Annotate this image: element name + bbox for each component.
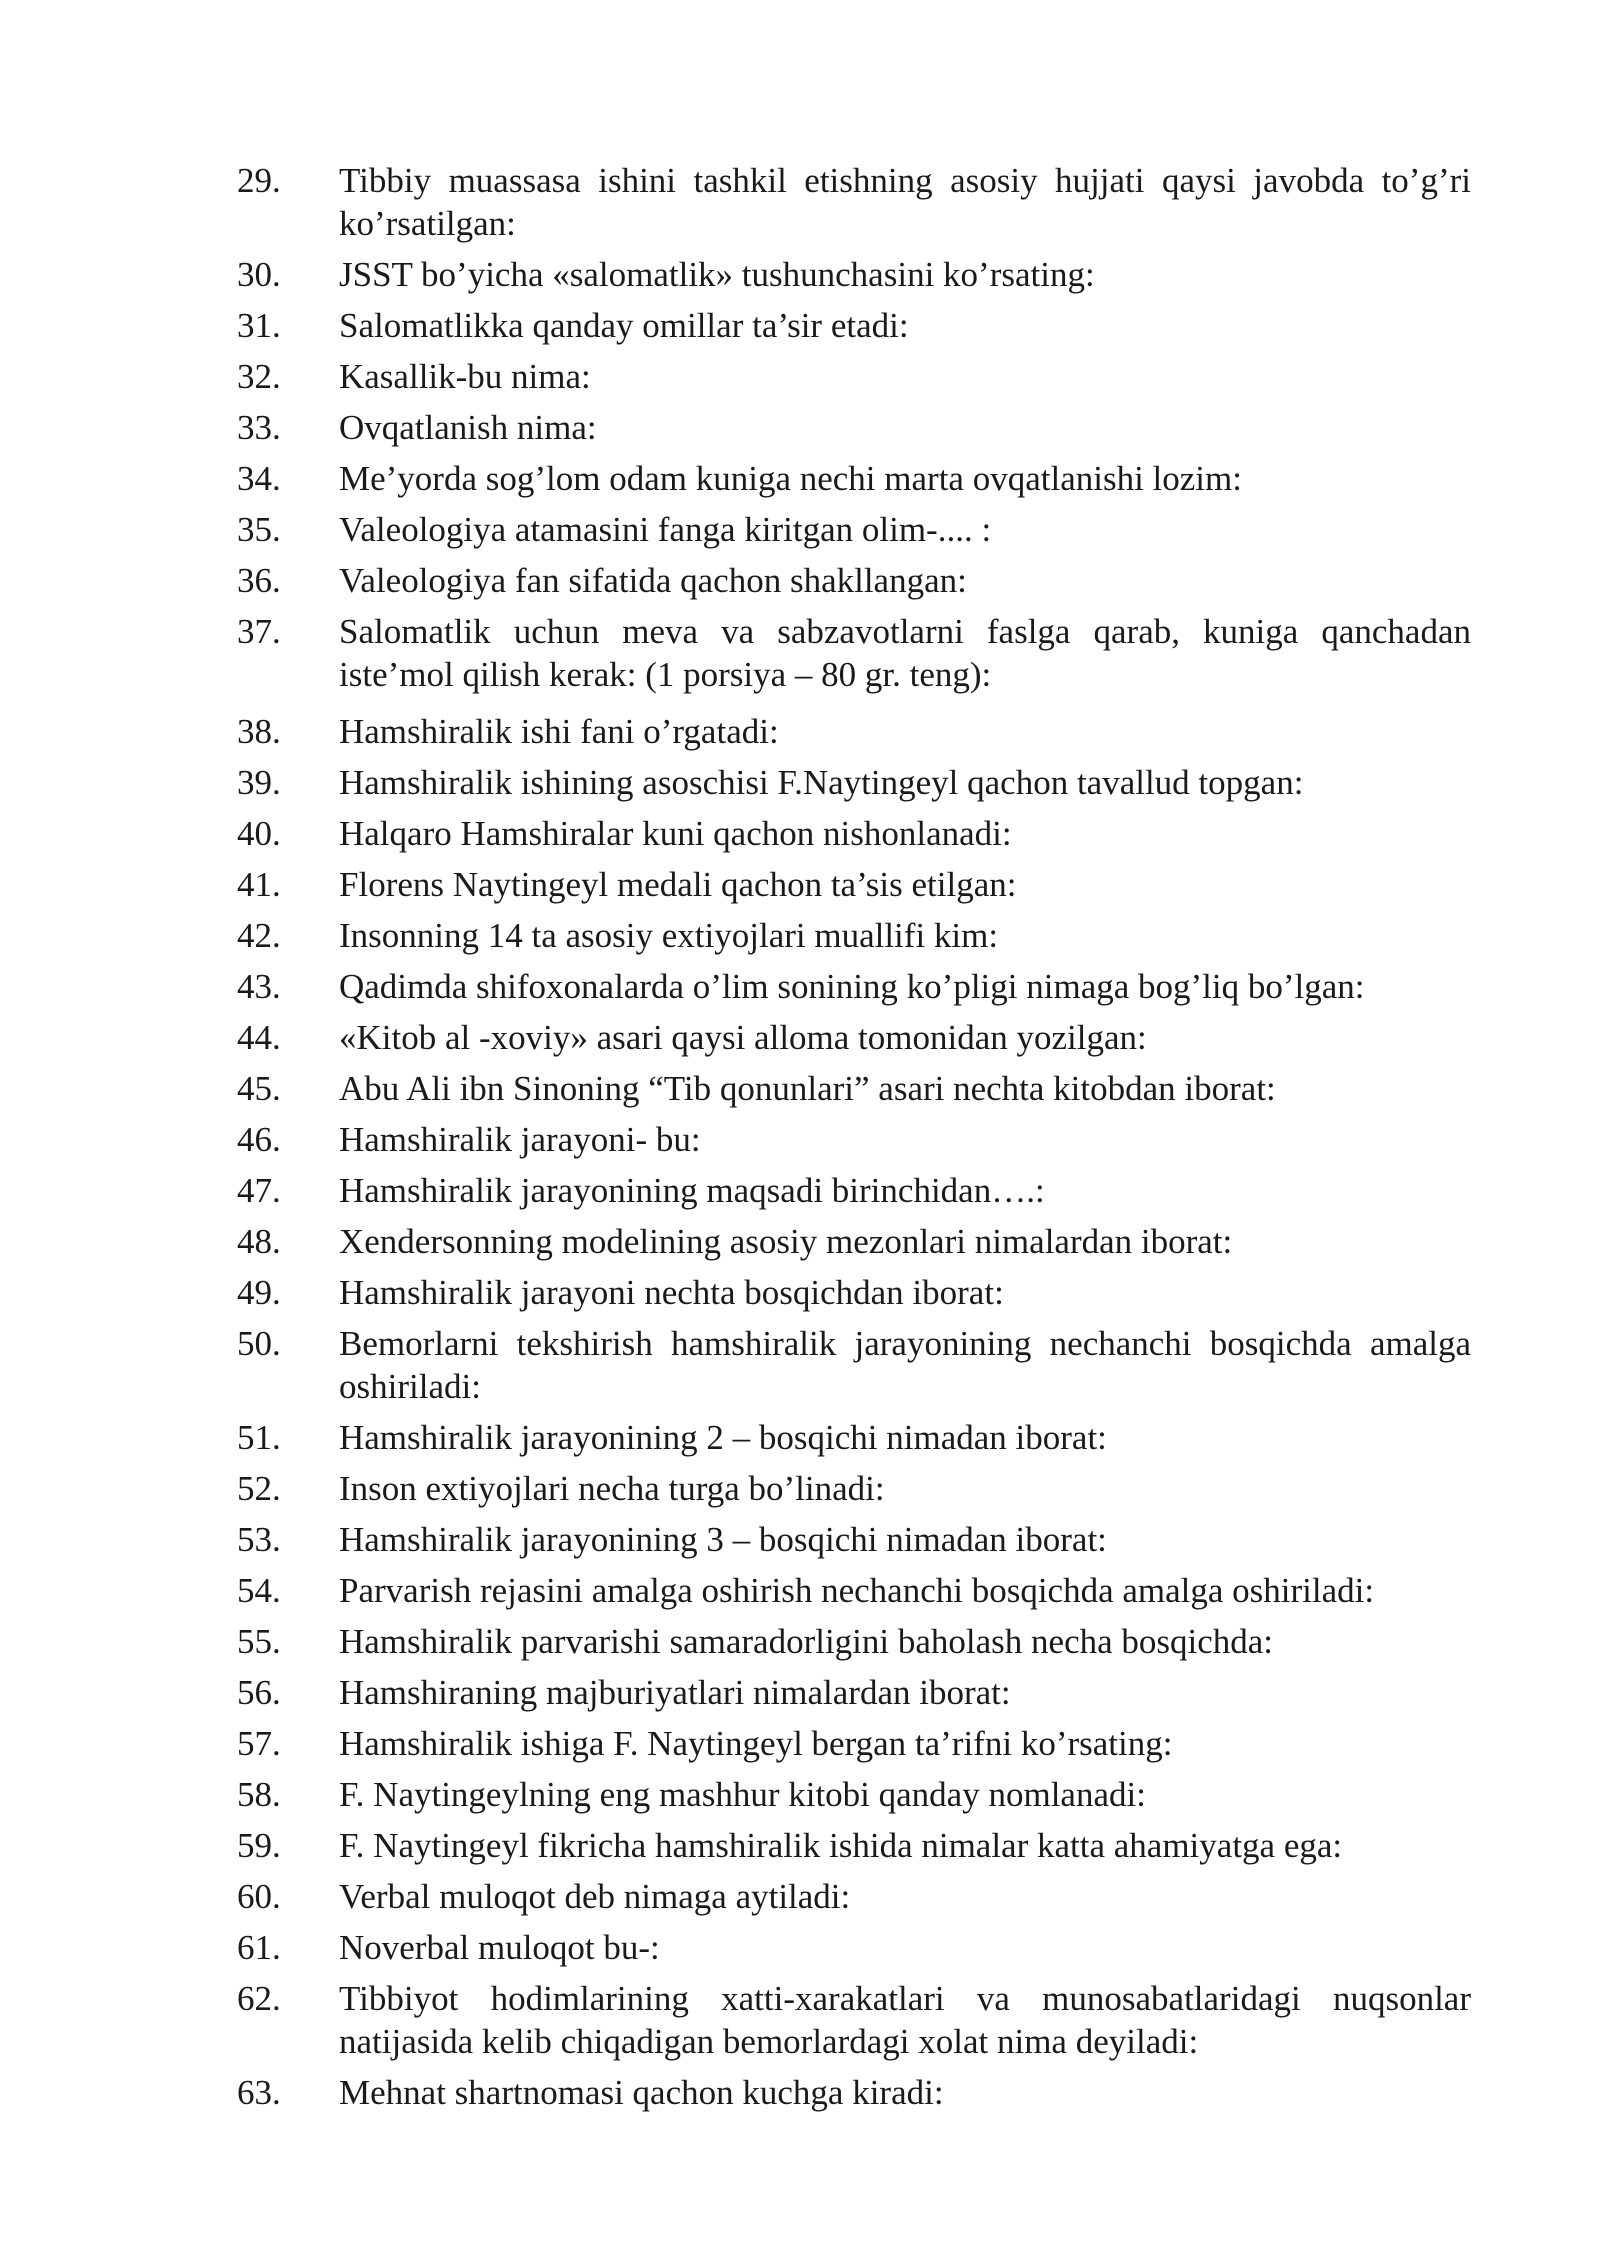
question-number: 60. bbox=[237, 1877, 281, 1916]
question-list bbox=[237, 155, 1471, 2124]
question-number: 29. bbox=[237, 161, 281, 200]
question-text: Hamshiralik jarayoni nechta bosqichdan iborat: bbox=[339, 1273, 1004, 1312]
question-number: 30. bbox=[237, 255, 281, 294]
question-number: 46. bbox=[237, 1120, 281, 1159]
question-item bbox=[237, 808, 1471, 859]
question-item bbox=[237, 1514, 1471, 1565]
question-item bbox=[237, 1718, 1471, 1769]
question-number: 37. bbox=[237, 612, 281, 651]
question-text: Salomatlikka qanday omillar ta’sir etadi: bbox=[339, 306, 909, 345]
question-number: 56. bbox=[237, 1673, 281, 1712]
question-number: 63. bbox=[237, 2073, 281, 2112]
question-number: 49. bbox=[237, 1273, 281, 1312]
question-item bbox=[237, 1463, 1471, 1514]
question-item bbox=[237, 453, 1471, 504]
question-number: 31. bbox=[237, 306, 281, 345]
question-number: 61. bbox=[237, 1928, 281, 1967]
question-item bbox=[237, 961, 1471, 1012]
question-text: Tibbiy muassasa ishini tashkil etishning asosiy hujjati qaysi javobda to’g’ri ko’rsatilgan: bbox=[339, 161, 1471, 243]
question-item bbox=[237, 155, 1471, 249]
question-text: Abu Ali ibn Sinoning “Tib qonunlari” asari nechta kitobdan iborat: bbox=[339, 1069, 1276, 1108]
question-text: F. Naytingeylning eng mashhur kitobi qanday nomlanadi: bbox=[339, 1775, 1146, 1814]
question-number: 36. bbox=[237, 561, 281, 600]
question-item bbox=[237, 249, 1471, 300]
question-text: Florens Naytingeyl medali qachon ta’sis etilgan: bbox=[339, 865, 1017, 904]
question-number: 33. bbox=[237, 408, 281, 447]
question-number: 51. bbox=[237, 1418, 281, 1457]
question-item bbox=[237, 1165, 1471, 1216]
question-text: Hamshiraning majburiyatlari nimalardan iborat: bbox=[339, 1673, 1011, 1712]
question-text: Hamshiralik ishiga F. Naytingeyl bergan ta’rifni ko’rsating: bbox=[339, 1724, 1173, 1763]
question-number: 57. bbox=[237, 1724, 281, 1763]
question-text: «Kitob al -xoviy» asari qaysi alloma tomonidan yozilgan: bbox=[339, 1018, 1147, 1057]
question-item bbox=[237, 1318, 1471, 1412]
question-text: Salomatlik uchun meva va sabzavotlarni faslga qarab, kuniga qanchadan iste’mol qilish kerak: (1 porsiya – 80 gr. teng): bbox=[339, 612, 1471, 694]
question-item bbox=[237, 300, 1471, 351]
question-number: 34. bbox=[237, 459, 281, 498]
question-item bbox=[237, 1667, 1471, 1718]
question-item bbox=[237, 606, 1471, 706]
question-item bbox=[237, 1769, 1471, 1820]
question-item bbox=[237, 1565, 1471, 1616]
question-text: Me’yorda sog’lom odam kuniga nechi marta ovqatlanishi lozim: bbox=[339, 459, 1242, 498]
question-number: 52. bbox=[237, 1469, 281, 1508]
question-item bbox=[237, 555, 1471, 606]
question-text: Hamshiralik parvarishi samaradorligini baholash necha bosqichda: bbox=[339, 1622, 1274, 1661]
question-text: Hamshiralik jarayonining maqsadi birinchidan….: bbox=[339, 1171, 1045, 1210]
question-number: 42. bbox=[237, 916, 281, 955]
question-text: Verbal muloqot deb nimaga aytiladi: bbox=[339, 1877, 851, 1916]
question-number: 55. bbox=[237, 1622, 281, 1661]
question-number: 59. bbox=[237, 1826, 281, 1865]
question-text: Valeologiya fan sifatida qachon shakllangan: bbox=[339, 561, 967, 600]
question-text: Insonning 14 ta asosiy extiyojlari muallifi kim: bbox=[339, 916, 999, 955]
question-text: Hamshiralik jarayonining 2 – bosqichi nimadan iborat: bbox=[339, 1418, 1107, 1457]
question-number: 43. bbox=[237, 967, 281, 1006]
question-number: 53. bbox=[237, 1520, 281, 1559]
question-item bbox=[237, 351, 1471, 402]
question-number: 45. bbox=[237, 1069, 281, 1108]
question-text: Hamshiralik jarayoni- bu: bbox=[339, 1120, 701, 1159]
question-number: 40. bbox=[237, 814, 281, 853]
question-text: Ovqatlanish nima: bbox=[339, 408, 597, 447]
question-text: Hamshiralik ishi fani o’rgatadi: bbox=[339, 712, 779, 751]
question-number: 32. bbox=[237, 357, 281, 396]
question-text: Mehnat shartnomasi qachon kuchga kiradi: bbox=[339, 2073, 944, 2112]
question-item bbox=[237, 402, 1471, 453]
question-number: 58. bbox=[237, 1775, 281, 1814]
question-item bbox=[237, 1114, 1471, 1165]
question-text: Tibbiyot hodimlarining xatti-xarakatlari va munosabatlaridagi nuqsonlar natijasida kelib chiqadigan bemorlardagi xolat nima deyiladi: bbox=[339, 1979, 1471, 2061]
question-text: Hamshiralik jarayonining 3 – bosqichi nimadan iborat: bbox=[339, 1520, 1107, 1559]
question-item bbox=[237, 1267, 1471, 1318]
question-text: Kasallik-bu nima: bbox=[339, 357, 591, 396]
question-item bbox=[237, 1063, 1471, 1114]
question-item bbox=[237, 1012, 1471, 1063]
question-number: 50. bbox=[237, 1324, 281, 1363]
question-item bbox=[237, 1616, 1471, 1667]
question-item bbox=[237, 1820, 1471, 1871]
question-number: 38. bbox=[237, 712, 281, 751]
question-item bbox=[237, 706, 1471, 757]
question-text: Inson extiyojlari necha turga bo’linadi: bbox=[339, 1469, 885, 1508]
question-number: 62. bbox=[237, 1979, 281, 2018]
question-item bbox=[237, 1922, 1471, 1973]
question-number: 54. bbox=[237, 1571, 281, 1610]
question-text: Bemorlarni tekshirish hamshiralik jarayonining nechanchi bosqichda amalga oshiriladi: bbox=[339, 1324, 1471, 1406]
question-text: Xendersonning modelining asosiy mezonlari nimalardan iborat: bbox=[339, 1222, 1233, 1261]
question-number: 35. bbox=[237, 510, 281, 549]
question-text: Noverbal muloqot bu-: bbox=[339, 1928, 660, 1967]
question-item bbox=[237, 1871, 1471, 1922]
question-number: 44. bbox=[237, 1018, 281, 1057]
question-number: 47. bbox=[237, 1171, 281, 1210]
question-text: Parvarish rejasini amalga oshirish nechanchi bosqichda amalga oshiriladi: bbox=[339, 1571, 1375, 1610]
question-number: 48. bbox=[237, 1222, 281, 1261]
question-text: JSST bo’yicha «salomatlik» tushunchasini ko’rsating: bbox=[339, 255, 1095, 294]
question-item bbox=[237, 2067, 1471, 2124]
question-item bbox=[237, 859, 1471, 910]
question-item bbox=[237, 1216, 1471, 1267]
question-text: Hamshiralik ishining asoschisi F.Naytingeyl qachon tavallud topgan: bbox=[339, 763, 1304, 802]
question-item bbox=[237, 504, 1471, 555]
question-text: F. Naytingeyl fikricha hamshiralik ishida nimalar katta ahamiyatga ega: bbox=[339, 1826, 1343, 1865]
question-item bbox=[237, 1973, 1471, 2067]
question-number: 41. bbox=[237, 865, 281, 904]
question-text: Halqaro Hamshiralar kuni qachon nishonlanadi: bbox=[339, 814, 1012, 853]
question-item bbox=[237, 1412, 1471, 1463]
question-text: Valeologiya atamasini fanga kiritgan olim-.... : bbox=[339, 510, 992, 549]
question-item bbox=[237, 757, 1471, 808]
question-item bbox=[237, 910, 1471, 961]
question-text: Qadimda shifoxonalarda o’lim sonining ko’pligi nimaga bog’liq bo’lgan: bbox=[339, 967, 1365, 1006]
question-number: 39. bbox=[237, 763, 281, 802]
